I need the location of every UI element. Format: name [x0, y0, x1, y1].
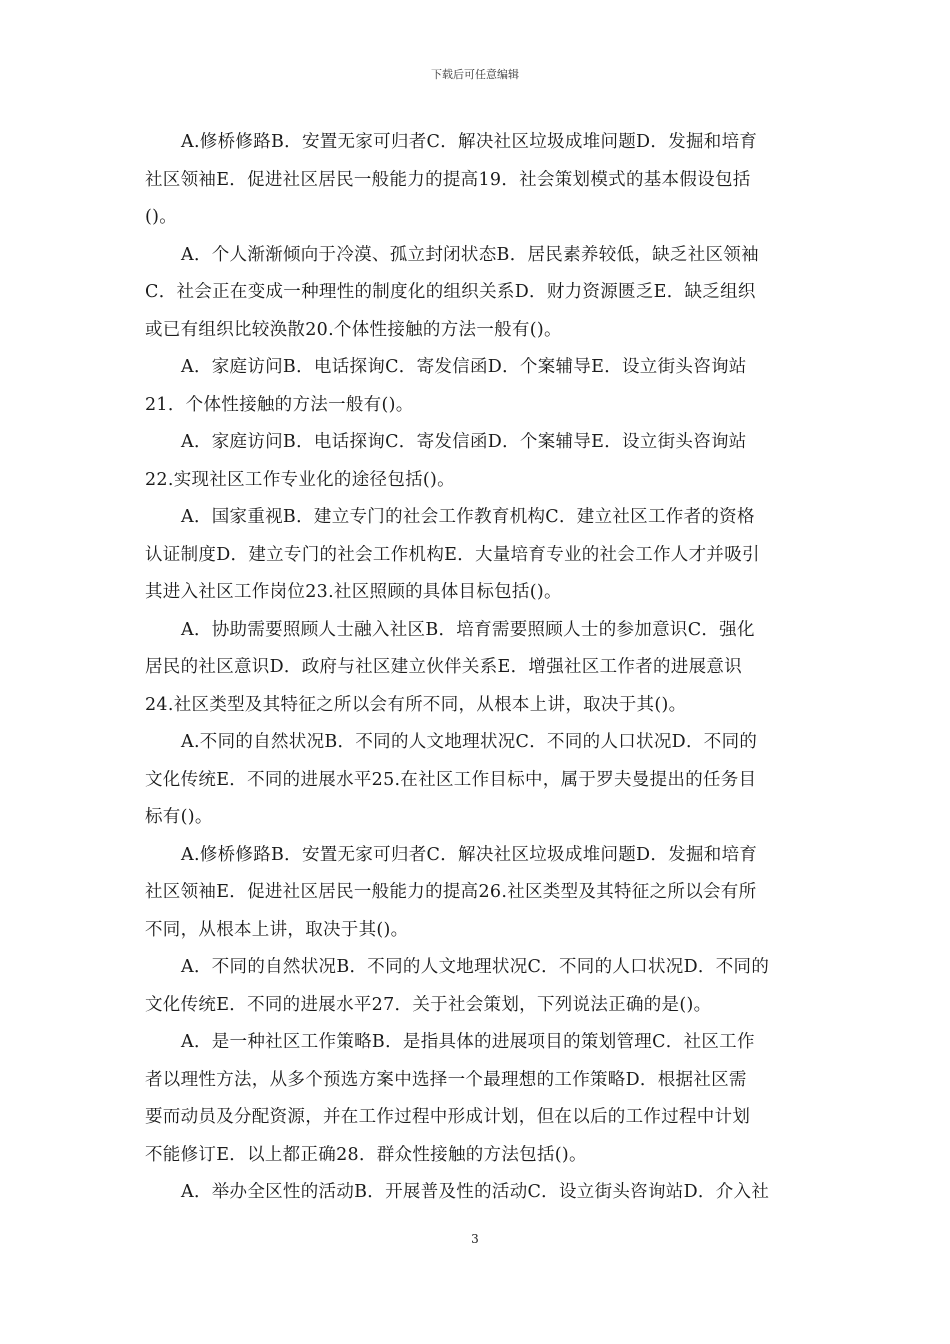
text-line: 者以理性方法，从多个预选方案中选择一个最理想的工作策略D．根据社区需: [145, 1069, 747, 1090]
page-number: 3: [471, 1232, 479, 1246]
text-line: 标有()。: [145, 807, 213, 827]
text-line: A．家庭访问B．电话探询C．寄发信函D．个案辅导E．设立街头咨询站: [181, 357, 747, 377]
document-body: [145, 124, 810, 1212]
text-line: 社区领袖E．促进社区居民一般能力的提高19．社会策划模式的基本假设包括: [145, 169, 751, 190]
text-line: 不同，从根本上讲，取决于其()。: [145, 919, 409, 940]
text-line: A．国家重视B．建立专门的社会工作教育机构C．建立社区工作者的资格: [181, 507, 755, 527]
text-line: 文化传统E．不同的进展水平25.在社区工作目标中，属于罗夫曼提出的任务目: [145, 769, 757, 790]
text-line: 要而动员及分配资源，并在工作过程中形成计划，但在以后的工作过程中计划: [145, 1107, 751, 1127]
text-line: 或已有组织比较涣散20.个体性接触的方法一般有()。: [145, 319, 562, 340]
text-line: A．不同的自然状况B．不同的人文地理状况C．不同的人口状况D．不同的: [181, 957, 770, 977]
text-line: 其进入社区工作岗位23.社区照顾的具体目标包括()。: [145, 582, 562, 602]
text-line: 居民的社区意识D．政府与社区建立伙伴关系E．增强社区工作者的进展意识: [145, 657, 743, 677]
text-line: 24.社区类型及其特征之所以会有所不同，从根本上讲，取决于其()。: [145, 694, 687, 715]
text-line: A.不同的自然状况B．不同的人文地理状况C．不同的人口状况D．不同的: [181, 732, 758, 752]
text-line: 22.实现社区工作专业化的途径包括()。: [145, 469, 455, 490]
text-line: A．协助需要照顾人士融入社区B．培育需要照顾人士的参加意识C．强化: [181, 619, 755, 640]
text-line: A．个人渐渐倾向于冷漠、孤立封闭状态B．居民素养较低，缺乏社区领袖: [181, 244, 759, 265]
text-line: 社区领袖E．促进社区居民一般能力的提高26.社区类型及其特征之所以会有所: [145, 882, 757, 902]
text-line: A．是一种社区工作策略B．是指具体的进展项目的策划管理C．社区工作: [181, 1032, 755, 1052]
text-line: A.修桥修路B．安置无家可归者C．解决社区垃圾成堆问题D．发掘和培育: [181, 844, 758, 865]
text-line: 认证制度D．建立专门的社会工作机构E．大量培育专业的社会工作人才并吸引: [145, 544, 760, 565]
text-line: A．举办全区性的活动B．开展普及性的活动C．设立街头咨询站D．介入社: [181, 1182, 770, 1202]
text-line: 文化传统E．不同的进展水平27．关于社会策划，下列说法正确的是()。: [145, 994, 712, 1015]
text-line: 不能修订E．以上都正确28．群众性接触的方法包括()。: [145, 1144, 587, 1165]
text-line: A.修桥修路B．安置无家可归者C．解决社区垃圾成堆问题D．发掘和培育: [181, 132, 758, 152]
text-line: C．社会正在变成一种理性的制度化的组织关系D．财力资源匮乏E．缺乏组织: [145, 282, 756, 302]
text-line: 21．个体性接触的方法一般有()。: [145, 394, 414, 415]
text-line: ()。: [145, 207, 178, 227]
page-header: 下载后可任意编辑: [431, 68, 519, 81]
text-line: A．家庭访问B．电话探询C．寄发信函D．个案辅导E．设立街头咨询站: [181, 432, 747, 452]
